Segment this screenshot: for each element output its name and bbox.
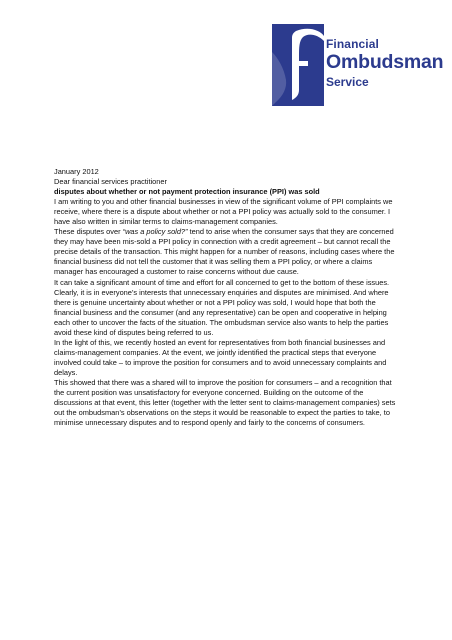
paragraph-5: This showed that there was a shared will to improve the position for consumers – and a recognition that the current position was unsatisfactory for everyone concerned. Building on the outcome of the discussions at that event, this letter (together with the letter sent to claims-management companies) sets out the ombudsman’s observations on the steps it would be reasonable to expect the parties to take, to minimise unnecessary disputes and to respond openly and fairly to the concerns of consumers. (54, 377, 396, 428)
paragraph-1: I am writing to you and other financial businesses in view of the significant volume of PPI complaints we receive, where there is a dispute about whether or not a PPI policy was actually sold to the consumer. I have also written in similar terms to claims-management companies. (54, 197, 393, 227)
letter-subject: disputes about whether or not payment protection insurance (PPI) was sold (54, 187, 320, 197)
letter-date: January 2012 (54, 167, 99, 176)
paragraph-3: It can take a significant amount of time and effort for all concerned to get to the bottom of these issues. Clearly, it is in everyone’s interests that unnecessary enquiries and disputes are minimised. And where there is genuine uncertainty about whether or not a PPI policy was sold, I would hope that both the financial business and the consumer (and any representative) can be open and cooperative in helping each other to uncover the facts of the situation. The ombudsman service also wants to help the parties avoid these kind of disputes being referred to us. (54, 277, 390, 337)
logo-word-service: Service (326, 74, 369, 89)
logo-word-financial: Financial (326, 37, 379, 51)
paragraph-4: In the light of this, we recently hosted an event for representatives from both financial businesses and claims-management companies. At the event, we jointly identified the practical steps that everyone involved could take – to improve the position for consumers and to avoid unnecessary complaints and delays. (54, 337, 387, 377)
paragraph-2-start: These disputes over (54, 227, 123, 237)
logo-wordmark (326, 38, 443, 88)
ombudsman-logo-mark-icon (272, 24, 324, 106)
logo-word-ombudsman: Ombudsman (326, 51, 444, 73)
financial-ombudsman-logo (272, 24, 444, 108)
paragraph-2-quote: “was a policy sold?” (122, 227, 188, 237)
letter-body (54, 167, 400, 428)
paragraph-2 (54, 227, 400, 277)
letter-salutation: Dear financial services practitioner (54, 177, 167, 187)
paragraph-2-end: tend to arise when the consumer says that they are concerned they may have been mis-sold a PPI policy in connection with a credit agreement – but cannot recall the precise details of the transaction. This might happen for a number of reasons, including cases where the financial business did not tell the customer that it was selling them a PPI policy, or where a claims manager has encouraged a customer to raise concerns without due cause. (54, 227, 395, 277)
